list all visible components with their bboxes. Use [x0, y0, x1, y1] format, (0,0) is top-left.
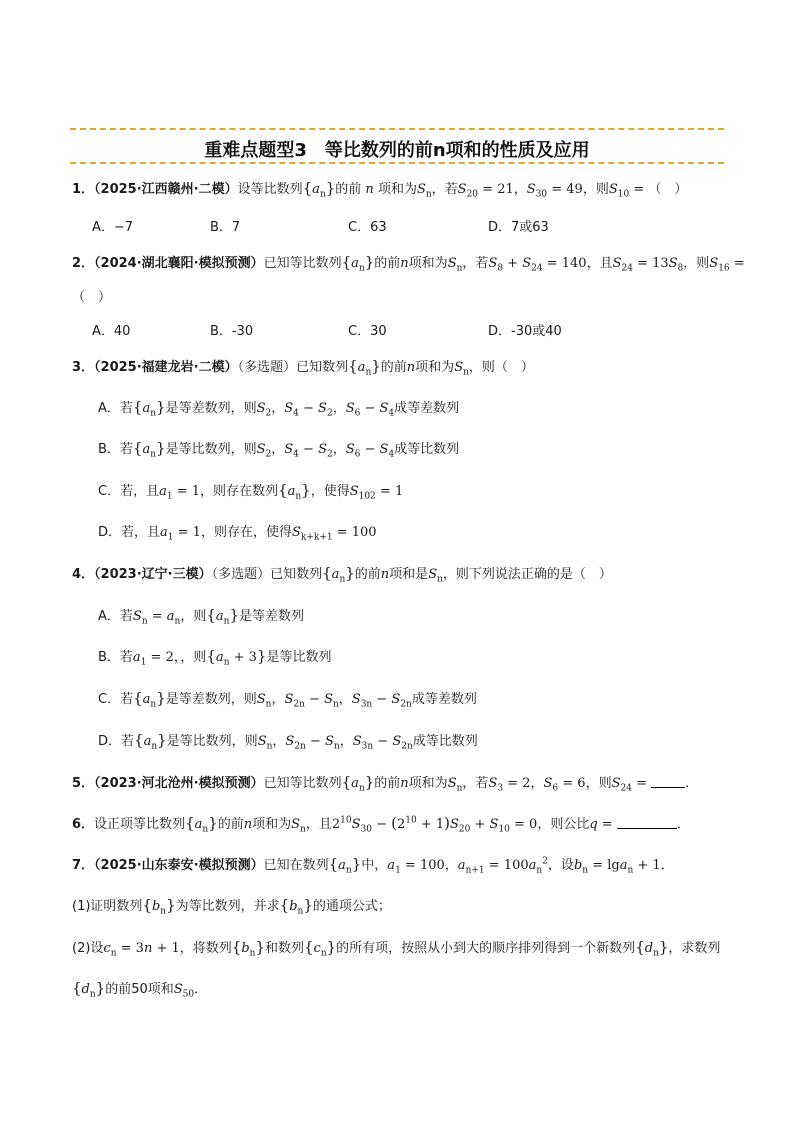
bottom-dashed-rule — [70, 162, 724, 164]
q4-option-b[interactable]: B．若$a_1 = 2$，，则$\{a_n + 3\}$是等比数列 — [98, 647, 332, 668]
q4-option-a[interactable]: A．若$S_n = a_n$，则$\{a_n\}$是等差数列 — [98, 606, 305, 627]
question-3: 3．（2025·福建龙岩·二模）（多选题）已知数列$\{a_n\}$的前n项和为$S_n$，则（ ） — [72, 357, 534, 378]
q1-option-b[interactable]: B．7 — [210, 220, 241, 235]
page-title: 重难点题型3 等比数列的前n项和的性质及应用 — [204, 140, 590, 161]
question-5: 5．（2023·河北沧州·模拟预测）已知等比数列$\{a_n\}$的前n项和为$S_n$，若$S_3 = 2$，$S_6 = 6$，则$S_{24}$ = ． — [72, 773, 699, 794]
question-7-part-1: (1)证明数列$\{b_n\}$为等比数列，并求$\{b_n\}$的通项公式； — [72, 896, 391, 917]
q2-option-a[interactable]: A．40 — [92, 324, 131, 339]
q2-option-b[interactable]: B．-30 — [210, 324, 254, 339]
q1-option-c[interactable]: C．63 — [348, 220, 387, 235]
question-7-part-2-cont: $\{d_n\}$的前50项和$S_{50}$． — [72, 979, 208, 1000]
question-7-part-2: (2)设$c_n = 3n + 1$，将数列$\{b_n\}$和数列$\{c_n\}$的所有项，按照从小到大的顺序排列得到一个新数列$\{d_n\}$，求数列 — [72, 938, 721, 959]
q3-option-b[interactable]: B．若$\{a_n\}$是等比数列，则$S_2$，$S_4 - S_2$，$S_6 - S_4$成等比数列 — [98, 439, 460, 460]
question-2-cont: （ ） — [72, 290, 112, 305]
q2-option-d[interactable]: D．-30或40 — [488, 324, 562, 339]
question-2: 2．（2024·湖北襄阳·模拟预测）已知等比数列$\{a_n\}$的前n项和为$S_n$，若$S_8 + S_{24} = 140$，且$S_{24} = 13S_8$，则$S_{16}$ = — [72, 253, 745, 274]
question-4: 4．（2023·辽宁·三模）（多选题）已知数列$\{a_n\}$的前n项和是$S_n$，则下列说法正确的是（ ） — [72, 564, 612, 585]
q4-option-c[interactable]: C．若$\{a_n\}$是等差数列，则$S_n$，$S_{2n} - S_n$，$S_{3n} - S_{2n}$成等差数列 — [98, 689, 477, 710]
q5-answer-blank[interactable] — [651, 775, 685, 788]
question-1: 1．（2025·江西赣州·二模）设等比数列$\{a_n\}$的前 n 项和为$S_n$，若$S_{20} = 21$，$S_{30} = 49$，则$S_{10}$ = （ ） — [72, 179, 688, 200]
q1-option-a[interactable]: A．−7 — [92, 220, 134, 235]
q6-answer-blank[interactable] — [617, 816, 677, 829]
q3-option-c[interactable]: C．若，且$a_1 = 1$，则存在数列$\{a_n\}$，使得$S_{102} = 1$ — [98, 481, 404, 502]
question-7: 7．（2025·山东泰安·模拟预测）已知在数列$\{a_n\}$中，$a_1 = 100$，$a_{n+1} = 100a_n^2$，设$b_n = \lg a_n + 1$． — [72, 855, 674, 876]
question-6: 6．设正项等比数列$\{a_n\}$的前n项和为$S_n$，且$2^{10}S_{30} - (2^{10} + 1)S_{20} + S_{10} = 0$，则公比q = ． — [72, 814, 690, 835]
q1-option-d[interactable]: D．7或63 — [488, 220, 549, 235]
top-dashed-rule — [70, 128, 724, 130]
q3-option-a[interactable]: A．若$\{a_n\}$是等差数列，则$S_2$，$S_4 - S_2$，$S_6 - S_4$成等差数列 — [98, 398, 460, 419]
q3-option-d[interactable]: D．若，且$a_1 = 1$，则存在，使得$S_{k+k+1} = 100$ — [98, 525, 377, 543]
q2-option-c[interactable]: C．30 — [348, 324, 387, 339]
q4-option-d[interactable]: D．若$\{a_n\}$是等比数列，则$S_n$，$S_{2n} - S_n$，$S_{3n} - S_{2n}$成等比数列 — [98, 731, 478, 752]
